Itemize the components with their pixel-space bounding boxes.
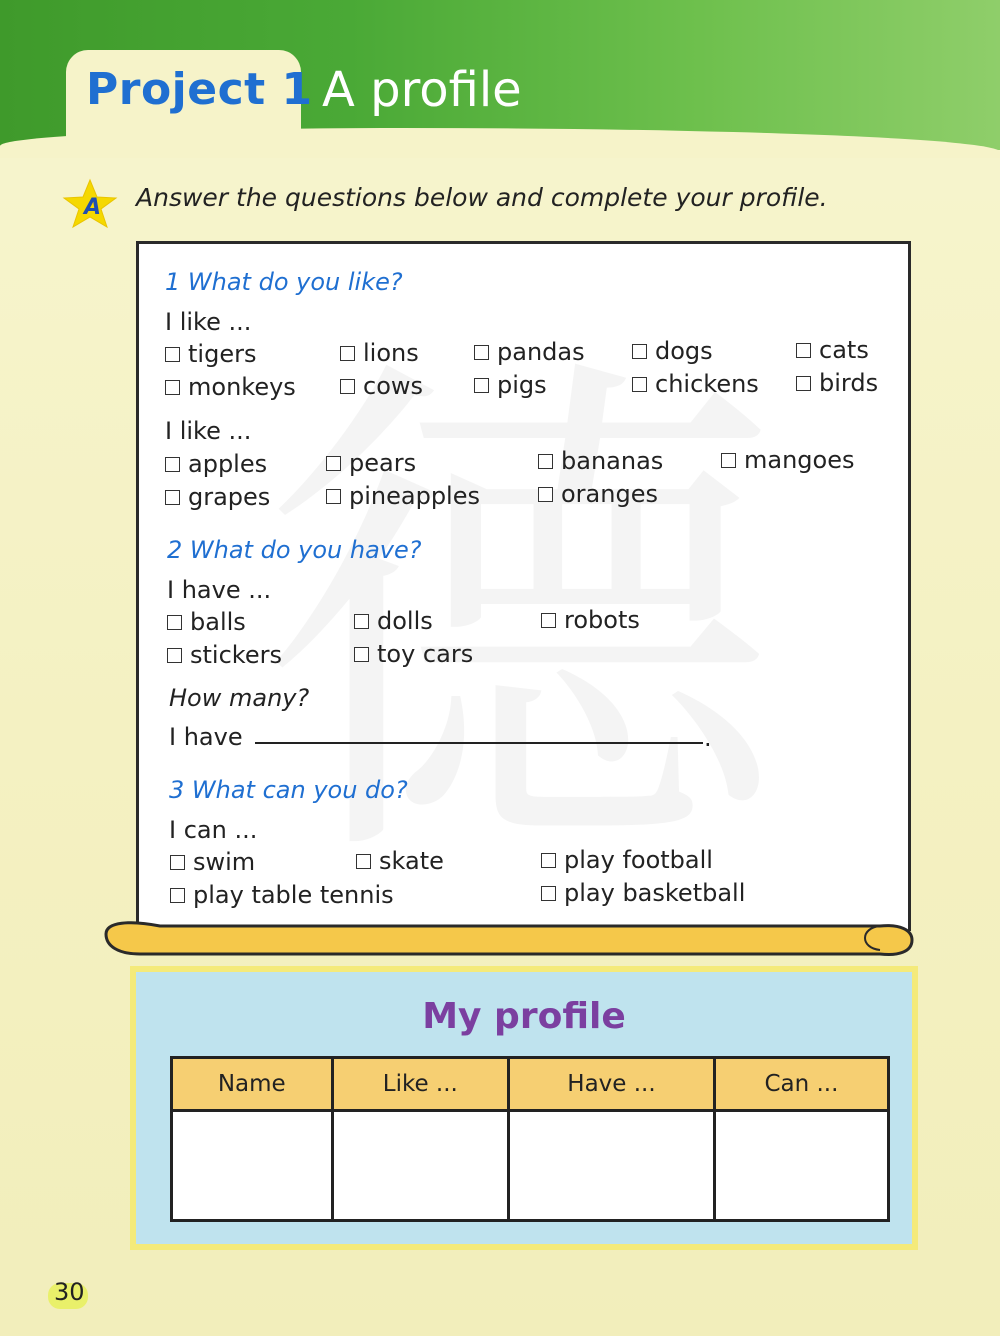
- checkbox[interactable]: [356, 854, 371, 869]
- checkbox[interactable]: [354, 647, 369, 662]
- option-mangoes[interactable]: [721, 446, 854, 474]
- column-can-header: Can ...: [714, 1058, 888, 1111]
- project-label: Project 1: [86, 64, 313, 115]
- option-cats[interactable]: [796, 336, 869, 364]
- option-label: tigers: [188, 340, 257, 368]
- answer-line[interactable]: [255, 742, 703, 744]
- option-label: lions: [363, 339, 419, 367]
- profile-header-row: [172, 1058, 889, 1111]
- option-label: balls: [190, 608, 246, 636]
- option-pineapples[interactable]: [326, 482, 480, 510]
- checkbox[interactable]: [165, 490, 180, 505]
- page-title: A profile: [322, 62, 522, 118]
- instruction-text: Answer the questions below and complete your profile.: [136, 183, 828, 212]
- option-chickens[interactable]: [632, 370, 759, 398]
- abilities-prompt: I can ...: [169, 816, 258, 844]
- checkbox[interactable]: [541, 853, 556, 868]
- checkbox[interactable]: [167, 615, 182, 630]
- how-many-label: How many?: [169, 684, 310, 712]
- option-label: pandas: [497, 338, 585, 366]
- option-pandas[interactable]: [474, 338, 585, 366]
- option-dogs[interactable]: [632, 337, 713, 365]
- checkbox[interactable]: [165, 347, 180, 362]
- option-label: play basketball: [564, 879, 746, 907]
- checkbox[interactable]: [632, 377, 647, 392]
- checkbox[interactable]: [170, 888, 185, 903]
- animals-prompt: I like ...: [165, 308, 252, 336]
- toys-prompt: I have ...: [167, 576, 272, 604]
- option-bananas[interactable]: [538, 447, 663, 475]
- checkbox[interactable]: [170, 855, 185, 870]
- option-label: cats: [819, 336, 869, 364]
- question-1-heading: 1 What do you like?: [165, 268, 403, 296]
- option-label: pineapples: [349, 482, 480, 510]
- checkbox[interactable]: [796, 376, 811, 391]
- option-label: birds: [819, 369, 879, 397]
- profile-answer-row: [172, 1111, 889, 1221]
- option-cows[interactable]: [340, 372, 423, 400]
- checkbox[interactable]: [541, 886, 556, 901]
- checkbox[interactable]: [721, 453, 736, 468]
- option-label: toy cars: [377, 640, 474, 668]
- option-apples[interactable]: [165, 450, 267, 478]
- option-pigs[interactable]: [474, 371, 547, 399]
- option-label: pears: [349, 449, 417, 477]
- option-lions[interactable]: [340, 339, 419, 367]
- checkbox[interactable]: [340, 346, 355, 361]
- option-stickers[interactable]: [167, 641, 282, 669]
- option-label: robots: [564, 606, 640, 634]
- answer-period: .: [704, 724, 712, 752]
- option-label: pigs: [497, 371, 547, 399]
- checkbox[interactable]: [538, 487, 553, 502]
- checkbox[interactable]: [541, 613, 556, 628]
- column-have-header: Have ...: [509, 1058, 715, 1111]
- checkbox[interactable]: [632, 344, 647, 359]
- checkbox[interactable]: [474, 345, 489, 360]
- option-label: oranges: [561, 480, 658, 508]
- option-play-table-tennis[interactable]: [170, 881, 394, 909]
- name-cell[interactable]: [172, 1111, 333, 1221]
- question-2-heading: 2 What do you have?: [167, 536, 422, 564]
- i-have-label: I have: [169, 723, 243, 751]
- profile-table: [170, 1056, 890, 1222]
- option-label: chickens: [655, 370, 759, 398]
- option-swim[interactable]: [170, 848, 255, 876]
- option-oranges[interactable]: [538, 480, 658, 508]
- my-profile-panel: [130, 966, 918, 1250]
- column-name-header: Name: [172, 1058, 333, 1111]
- checkbox[interactable]: [326, 456, 341, 471]
- option-label: mangoes: [744, 446, 855, 474]
- option-birds[interactable]: [796, 369, 878, 397]
- column-like-header: Like ...: [332, 1058, 509, 1111]
- star-icon: [62, 178, 118, 230]
- checkbox[interactable]: [538, 454, 553, 469]
- option-label: grapes: [188, 483, 271, 511]
- option-toy-cars[interactable]: [354, 640, 473, 668]
- scroll-curl: [100, 914, 920, 958]
- profile-title: My profile: [422, 996, 626, 1037]
- option-grapes[interactable]: [165, 483, 270, 511]
- task-letter: A: [84, 195, 102, 220]
- option-label: dogs: [655, 337, 713, 365]
- option-label: monkeys: [188, 373, 296, 401]
- option-label: stickers: [190, 641, 282, 669]
- option-label: skate: [379, 847, 444, 875]
- checkbox[interactable]: [326, 489, 341, 504]
- checkbox[interactable]: [165, 457, 180, 472]
- fruit-prompt: I like ...: [165, 417, 252, 445]
- option-label: bananas: [561, 447, 664, 475]
- like-cell[interactable]: [332, 1111, 509, 1221]
- question-3-heading: 3 What can you do?: [169, 776, 408, 804]
- option-dolls[interactable]: [354, 607, 433, 635]
- option-pears[interactable]: [326, 449, 416, 477]
- checkbox[interactable]: [165, 380, 180, 395]
- checkbox[interactable]: [354, 614, 369, 629]
- option-label: dolls: [377, 607, 433, 635]
- checkbox[interactable]: [340, 379, 355, 394]
- option-label: apples: [188, 450, 268, 478]
- checkbox[interactable]: [167, 648, 182, 663]
- page-number: 30: [54, 1278, 85, 1306]
- option-monkeys[interactable]: [165, 373, 296, 401]
- option-play-football[interactable]: [541, 846, 713, 874]
- option-tigers[interactable]: [165, 340, 256, 368]
- option-robots[interactable]: [541, 606, 640, 634]
- option-label: cows: [363, 372, 424, 400]
- option-skate[interactable]: [356, 847, 444, 875]
- option-play-basketball[interactable]: [541, 879, 745, 907]
- checkbox[interactable]: [796, 343, 811, 358]
- have-cell[interactable]: [509, 1111, 715, 1221]
- can-cell[interactable]: [714, 1111, 888, 1221]
- option-label: play table tennis: [193, 881, 394, 909]
- checkbox[interactable]: [474, 378, 489, 393]
- option-balls[interactable]: [167, 608, 246, 636]
- option-label: swim: [193, 848, 256, 876]
- option-label: play football: [564, 846, 713, 874]
